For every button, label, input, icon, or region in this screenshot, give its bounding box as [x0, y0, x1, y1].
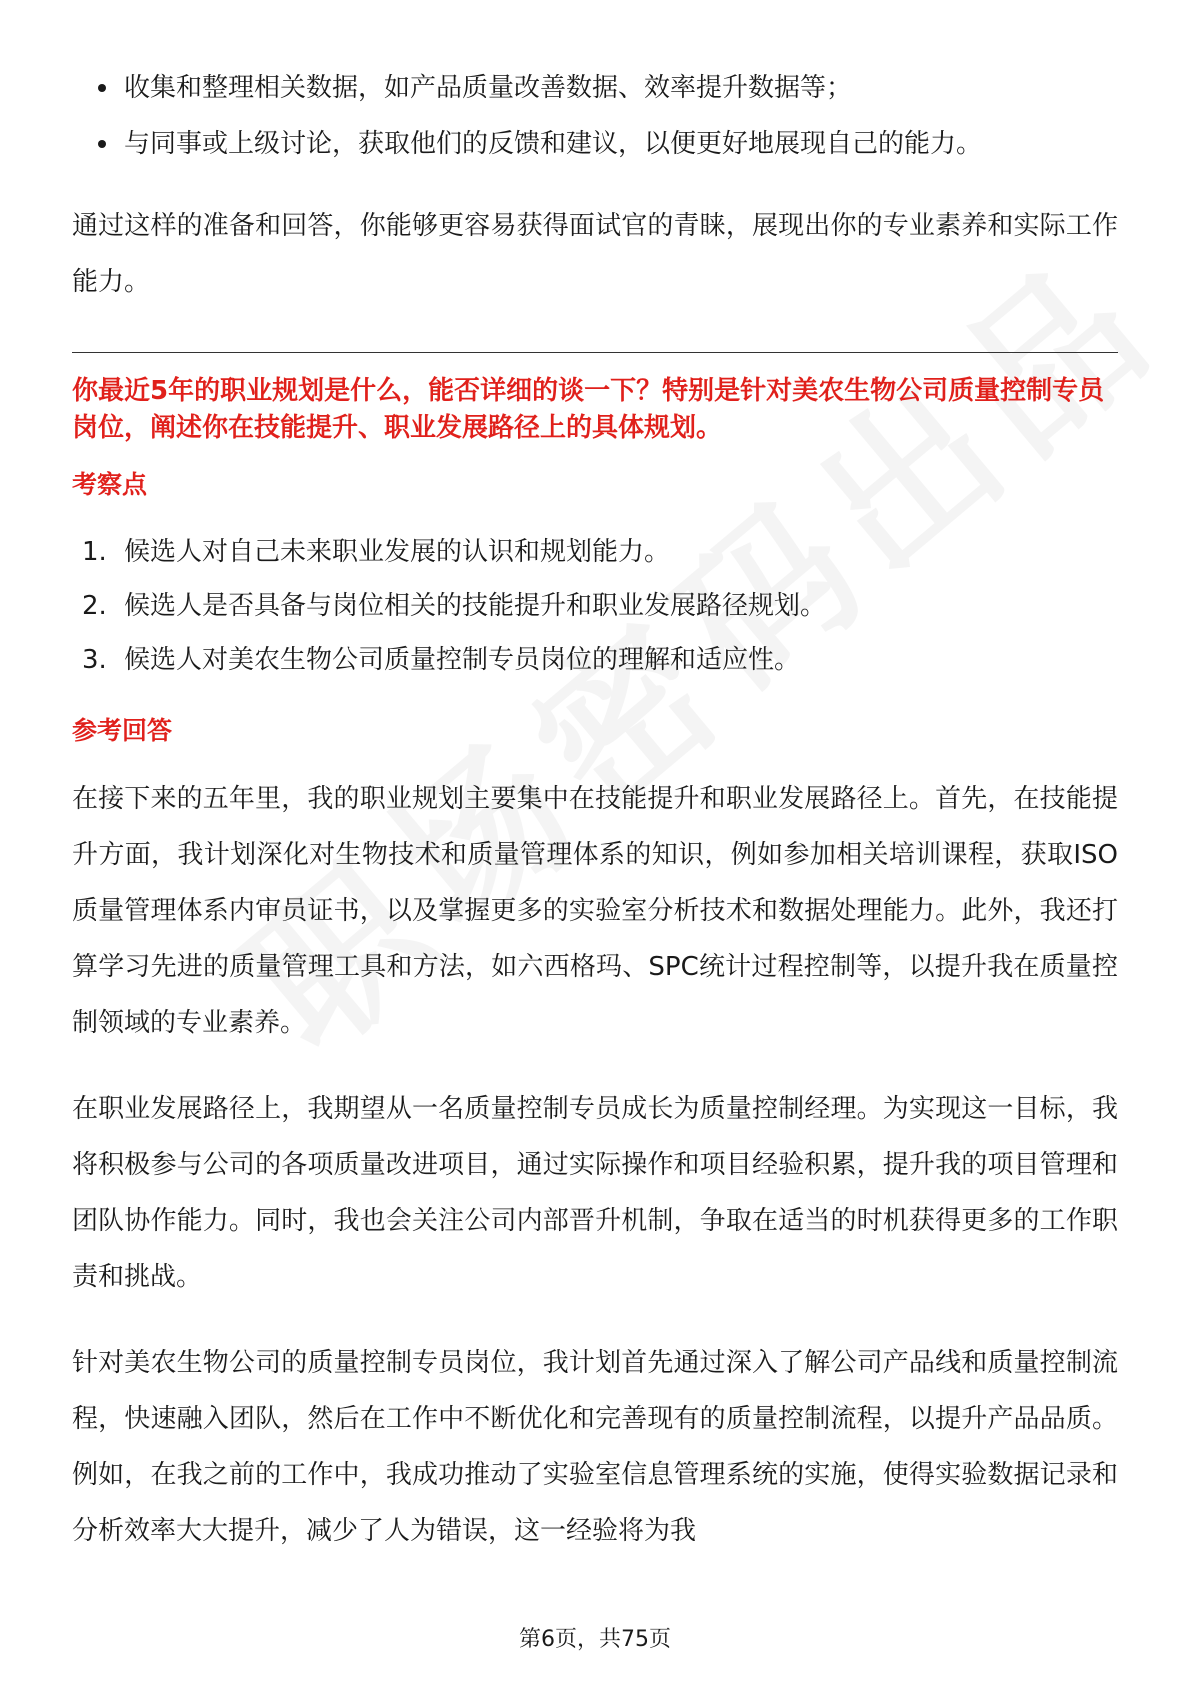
list-item-text: 收集和整理相关数据，如产品质量改善数据、效率提升数据等； [124, 73, 853, 103]
focus-points-list [72, 525, 1118, 687]
page-number: 第6页，共75页 [519, 1627, 671, 1652]
bullet-dot-icon [98, 84, 106, 92]
list-number: 3. [82, 645, 107, 675]
answer-paragraph: 在职业发展路径上，我期望从一名质量控制专员成长为质量控制经理。为实现这一目标，我将积极参与公司的各项质量改进项目，通过实际操作和项目经验积累，提升我的项目管理和团队协作能力。同时，我也会关注公司内部晋升机制，争取在适当的时机获得更多的工作职责和挑战。 [72, 1094, 1118, 1292]
bullet-dot-icon [98, 140, 106, 148]
list-item [72, 525, 1118, 579]
list-number: 2. [82, 591, 107, 621]
list-item [72, 633, 1118, 687]
list-item [72, 60, 1118, 116]
list-item-text: 候选人对自己未来职业发展的认识和规划能力。 [124, 537, 671, 567]
answer-paragraph: 针对美农生物公司的质量控制专员岗位，我计划首先通过深入了解公司产品线和质量控制流程，快速融入团队，然后在工作中不断优化和完善现有的质量控制流程，以提升产品品质。例如，在我之前的工作中，我成功推动了实验室信息管理系统的实施，使得实验数据记录和分析效率大大提升，减少了人为错误，这一经验将为我 [72, 1348, 1118, 1546]
list-number: 1. [82, 537, 107, 567]
intro-paragraph: 通过这样的准备和回答，你能够更容易获得面试官的青睐，展现出你的专业素养和实际工作能力。 [72, 211, 1118, 297]
section-divider [72, 352, 1118, 353]
focus-title: 考察点 [72, 470, 148, 499]
answer-paragraph: 在接下来的五年里，我的职业规划主要集中在技能提升和职业发展路径上。首先，在技能提升方面，我计划深化对生物技术和质量管理体系的知识，例如参加相关培训课程，获取ISO质量管理体系内审员证书，以及掌握更多的实验室分析技术和数据处理能力。此外，我还打算学习先进的质量管理工具和方法，如六西格玛、SPC统计过程控制等，以提升我在质量控制领域的专业素养。 [72, 784, 1118, 1038]
bullet-list [72, 60, 1118, 172]
list-item [72, 116, 1118, 172]
list-item-text: 候选人是否具备与岗位相关的技能提升和职业发展路径规划。 [124, 591, 827, 621]
list-item-text: 与同事或上级讨论，获取他们的反馈和建议，以便更好地展现自己的能力。 [124, 129, 983, 159]
list-item [72, 579, 1118, 633]
list-item-text: 候选人对美农生物公司质量控制专员岗位的理解和适应性。 [124, 645, 801, 675]
answer-title: 参考回答 [72, 716, 173, 745]
page-content [72, 60, 1118, 1559]
question-heading: 你最近5年的职业规划是什么，能否详细的谈一下？特别是针对美农生物公司质量控制专员岗位，阐述你在技能提升、职业发展路径上的具体规划。 [72, 376, 1105, 443]
